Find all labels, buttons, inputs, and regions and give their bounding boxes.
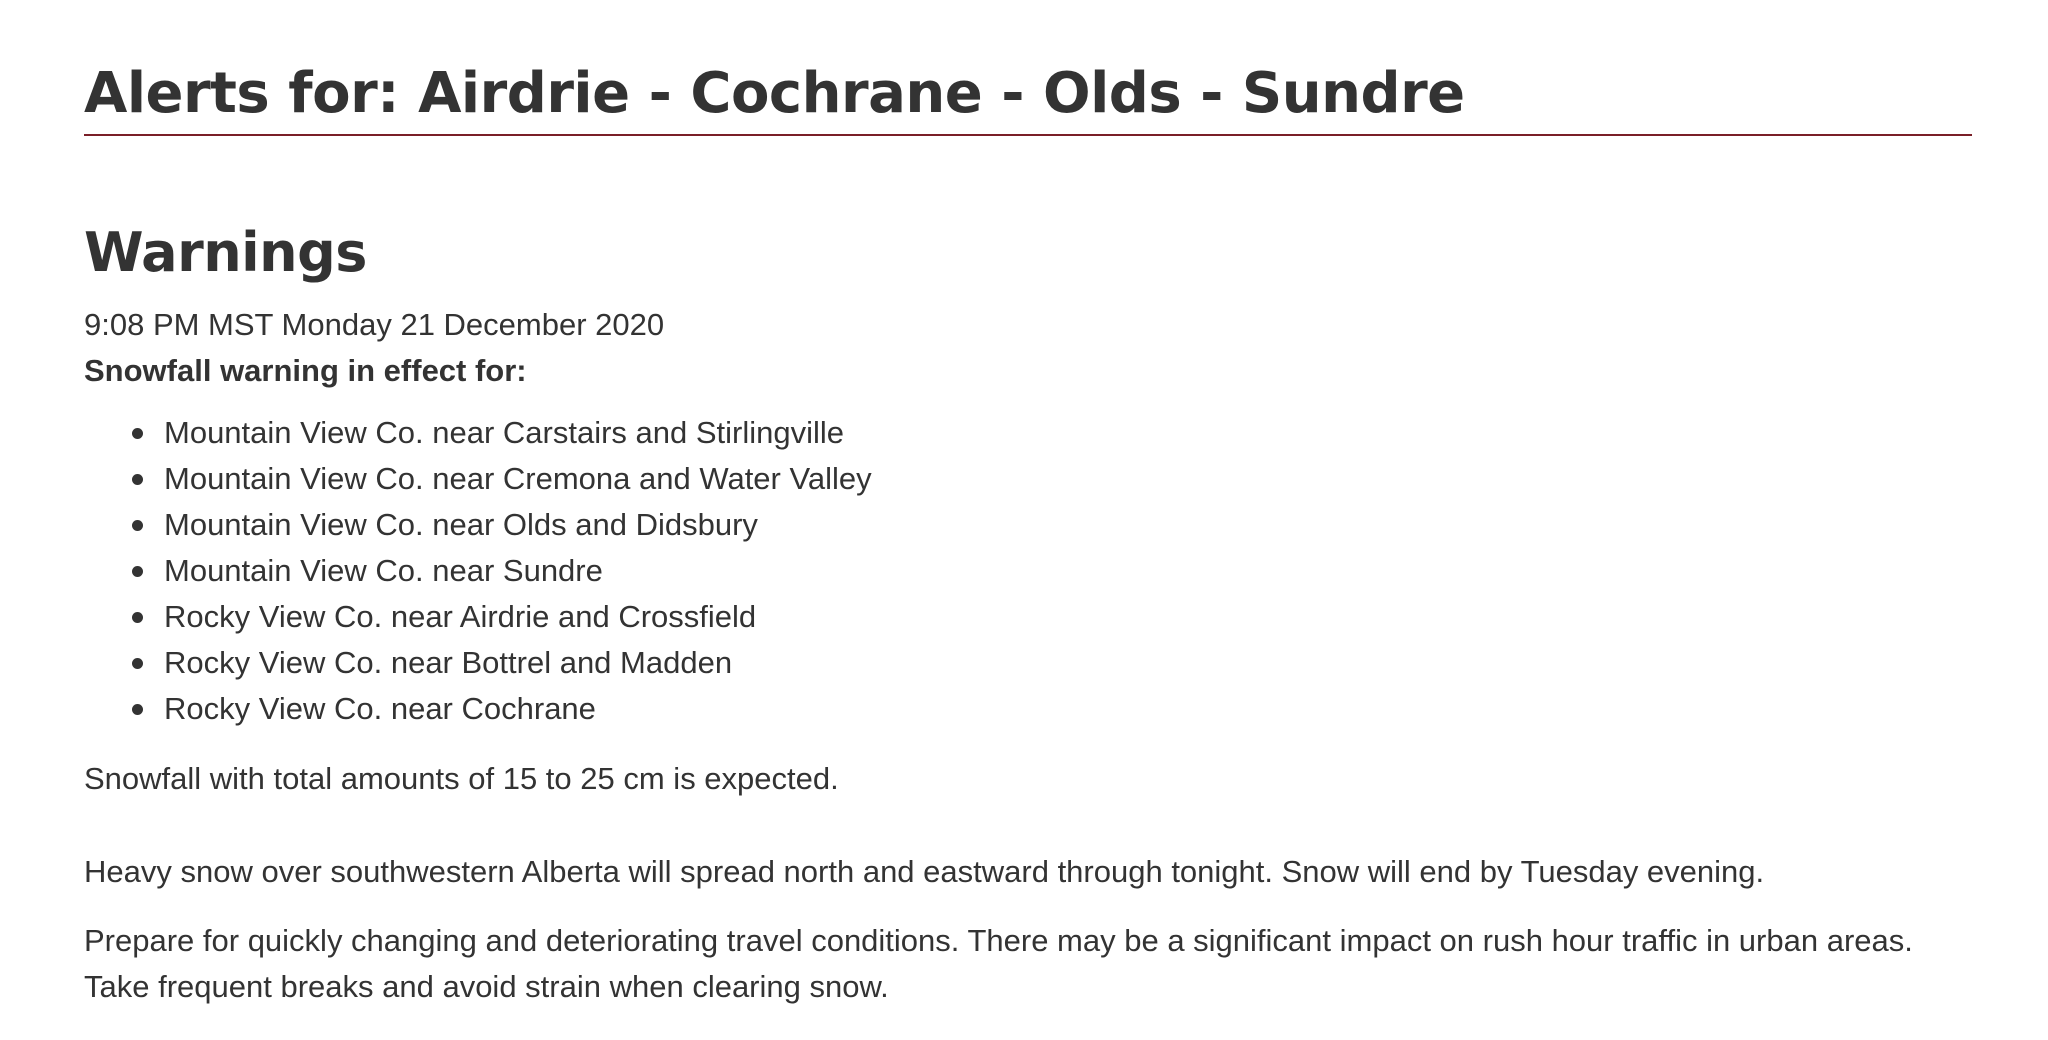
- bullet-icon: [132, 612, 143, 623]
- region-label: Mountain View Co. near Sundre: [164, 553, 603, 588]
- list-item: [164, 502, 1972, 548]
- warning-label: Snowfall warning in effect for:: [84, 353, 527, 388]
- bullet-icon: [132, 428, 143, 439]
- page-title: Alerts for: Airdrie - Cochrane - Olds - Sundre: [84, 61, 1465, 126]
- list-item: [164, 456, 1972, 502]
- region-label: Mountain View Co. near Olds and Didsbury: [164, 507, 758, 542]
- list-item: [164, 410, 1972, 456]
- region-label: Rocky View Co. near Bottrel and Madden: [164, 645, 733, 680]
- bullet-icon: [132, 658, 143, 669]
- forecast-text: Heavy snow over southwestern Alberta will spread north and eastward through tonight. Snow will end by Tuesday evening.: [84, 854, 1765, 889]
- region-list: [84, 410, 1972, 732]
- bullet-icon: [132, 474, 143, 485]
- issued-timestamp: 9:08 PM MST Monday 21 December 2020: [84, 307, 665, 342]
- region-label: Mountain View Co. near Carstairs and Stirlingville: [164, 415, 845, 450]
- title-divider: [84, 134, 1972, 136]
- bullet-icon: [132, 704, 143, 715]
- advice-text: Prepare for quickly changing and deteriorating travel conditions. There may be a significant impact on rush hour traffic in urban areas. Take frequent breaks and avoid strain when clearing snow.: [84, 923, 1913, 1004]
- warnings-heading: Warnings: [84, 221, 367, 284]
- region-label: Rocky View Co. near Airdrie and Crossfield: [164, 599, 757, 634]
- region-label: Rocky View Co. near Cochrane: [164, 691, 596, 726]
- snowfall-amounts: Snowfall with total amounts of 15 to 25 cm is expected.: [84, 761, 839, 796]
- list-item: [164, 594, 1972, 640]
- bullet-icon: [132, 520, 143, 531]
- list-item: [164, 640, 1972, 686]
- list-item: [164, 548, 1972, 594]
- bullet-icon: [132, 566, 143, 577]
- list-item: [164, 686, 1972, 732]
- region-label: Mountain View Co. near Cremona and Water Valley: [164, 461, 872, 496]
